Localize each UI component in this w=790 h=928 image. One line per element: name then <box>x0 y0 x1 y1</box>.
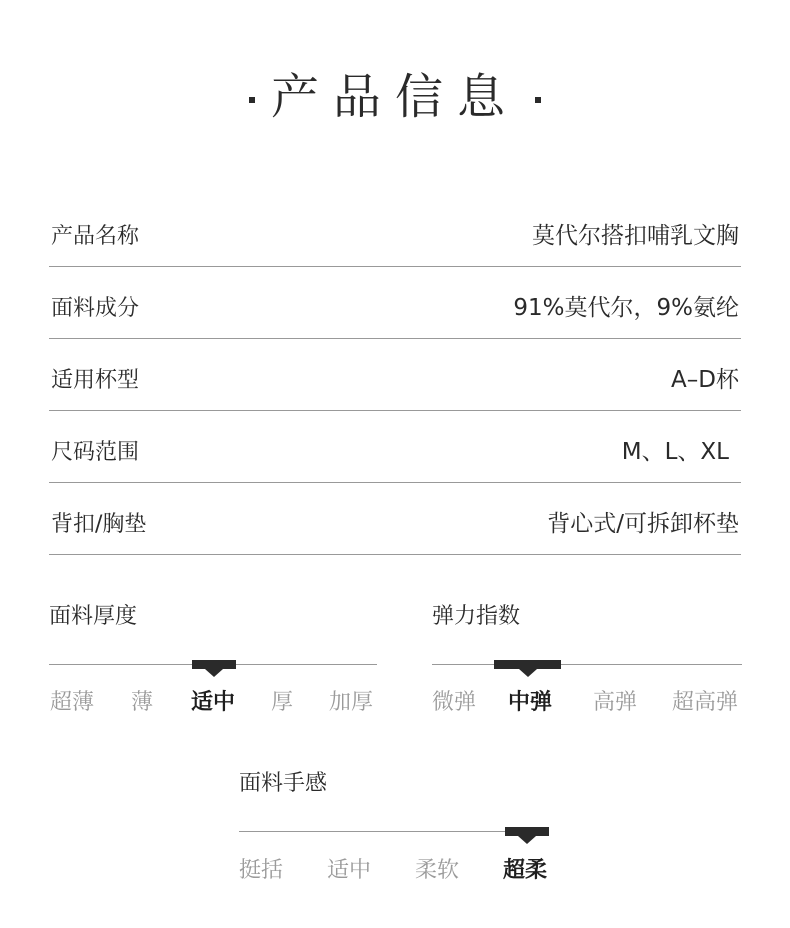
spec-row-clasp-pad <box>49 483 741 555</box>
scale-option: 挺括 <box>239 858 284 883</box>
scale-option: 薄 <box>131 690 154 715</box>
scale-option: 厚 <box>271 690 294 715</box>
scale-track <box>432 664 742 665</box>
spec-label: 面料成分 <box>51 296 140 321</box>
scale-option: 超高弹 <box>672 690 739 715</box>
scale-indicator <box>192 660 236 669</box>
title-right-dot <box>535 97 541 103</box>
spec-value: M、L、XL <box>621 439 729 465</box>
scale-indicator <box>494 660 561 669</box>
scale-title: 面料手感 <box>239 771 328 796</box>
page-title <box>0 58 790 127</box>
spec-label: 产品名称 <box>51 224 140 249</box>
scale-indicator <box>505 827 549 836</box>
spec-label: 适用杯型 <box>51 368 140 393</box>
scale-option: 加厚 <box>329 690 374 715</box>
scale-title: 弹力指数 <box>432 604 521 629</box>
scale-fabric-feel <box>239 766 550 886</box>
scale-option-selected: 超柔 <box>503 858 548 883</box>
scale-option: 柔软 <box>415 858 460 883</box>
scale-track <box>239 831 549 832</box>
page-title-text: 产品信息 <box>270 69 519 125</box>
spec-value: 背心式/可拆卸杯垫 <box>547 511 739 537</box>
spec-row-size-range <box>49 411 741 483</box>
scale-option: 微弹 <box>432 690 477 715</box>
spec-label: 尺码范围 <box>51 440 140 465</box>
scale-elasticity <box>432 599 742 719</box>
title-left-dot <box>249 97 255 103</box>
scale-option: 适中 <box>327 858 372 883</box>
spec-value: 莫代尔搭扣哺乳文胸 <box>532 223 739 249</box>
scale-option-selected: 适中 <box>191 690 236 715</box>
scale-option: 高弹 <box>593 690 638 715</box>
scale-title: 面料厚度 <box>49 604 138 629</box>
spec-row-fabric-composition <box>49 267 741 339</box>
spec-value: 91%莫代尔，9%氨纶 <box>513 295 739 321</box>
spec-value: A–D杯 <box>671 367 739 393</box>
scale-option-selected: 中弹 <box>508 690 553 715</box>
scale-fabric-thickness <box>49 599 377 719</box>
spec-row-product-name <box>49 195 741 267</box>
spec-label: 背扣/胸垫 <box>51 512 147 537</box>
spec-row-cup-type <box>49 339 741 411</box>
scale-option: 超薄 <box>50 690 95 715</box>
